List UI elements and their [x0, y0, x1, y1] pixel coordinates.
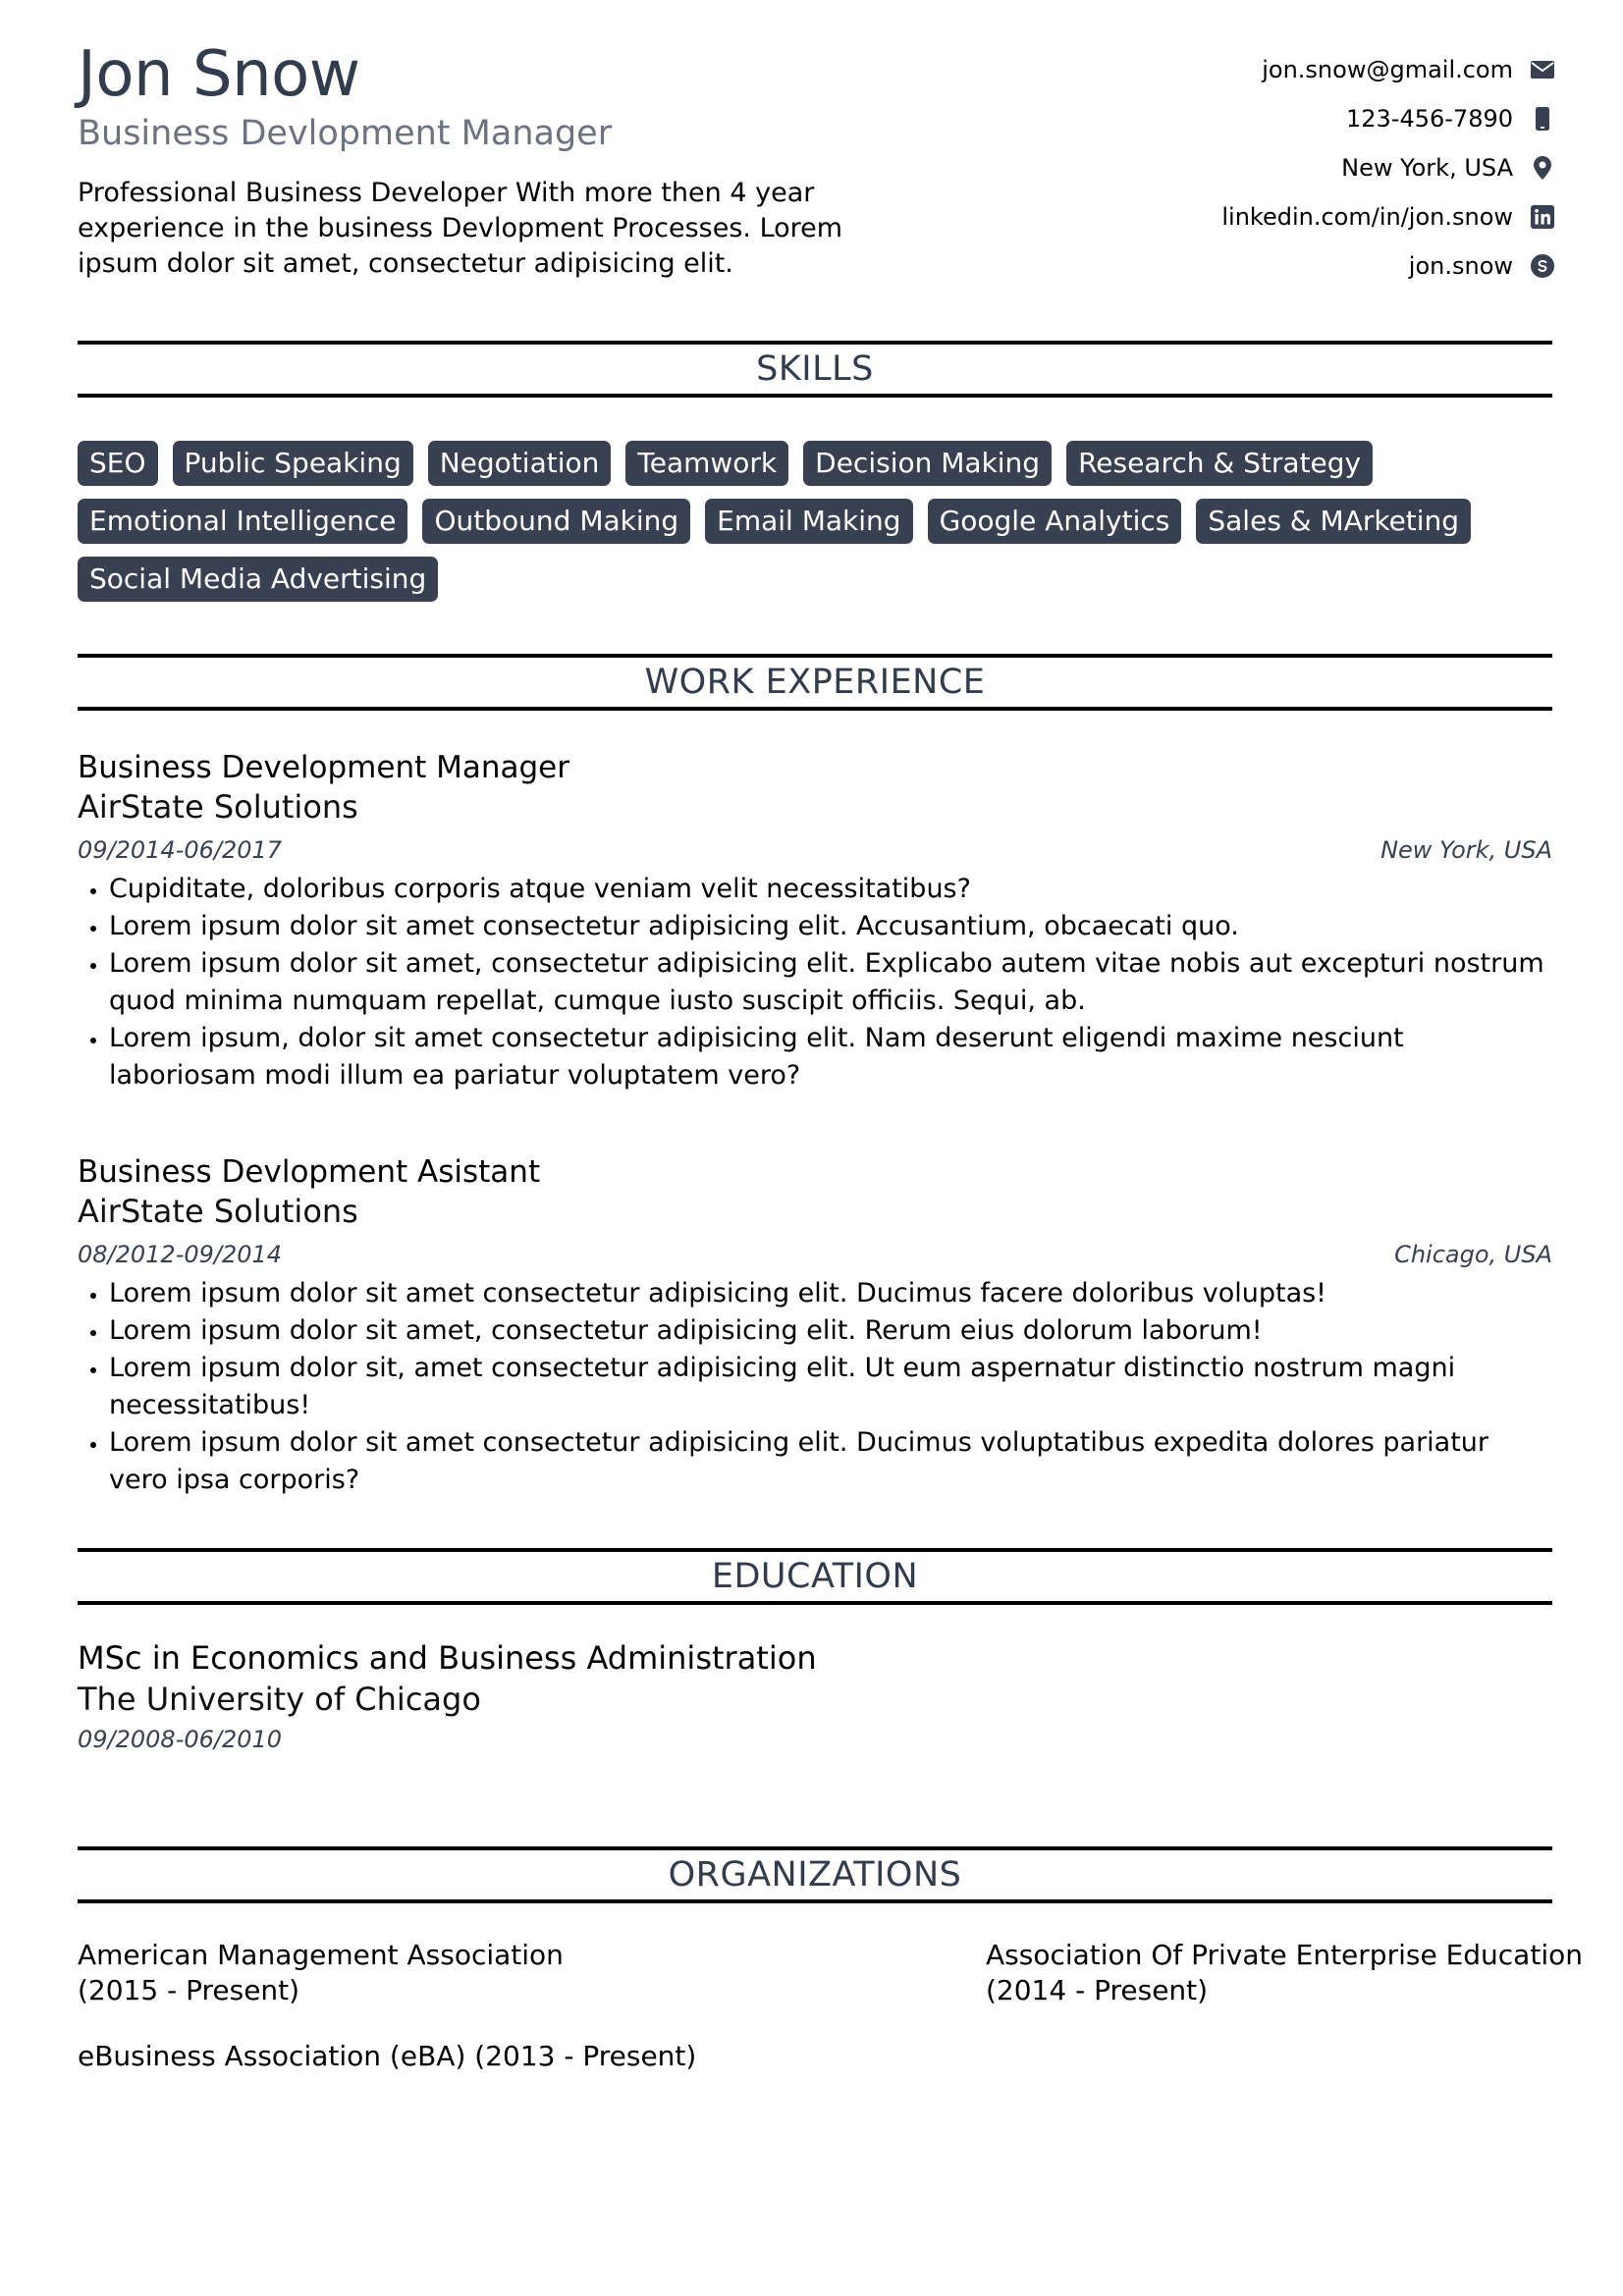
job-bullet: • Lorem ipsum dolor sit, amet consectetur adipisicing elit. Ut eum aspernatur distinctio nostrum magni necessitatibus! [109, 1350, 1552, 1424]
organizations-heading: ORGANIZATIONS [668, 1855, 962, 1895]
contact-email-text[interactable]: jon.snow@gmail.com [1262, 56, 1513, 83]
education-entry [78, 1637, 1552, 1755]
job-bullet-list [78, 871, 1552, 1095]
job-bullet: • Lorem ipsum dolor sit amet consectetur adipisicing elit. Ducimus facere doloribus voluptas! [109, 1275, 1552, 1312]
job-meta [78, 834, 1552, 866]
job-location: Chicago, USA [1394, 1241, 1552, 1268]
envelope-icon [1531, 58, 1554, 81]
contact-linkedin[interactable] [1221, 192, 1554, 241]
skill-tag: Public Speaking [173, 441, 413, 486]
candidate-title: Business Devlopment Manager [78, 114, 613, 153]
degree-title: MSc in Economics and Business Administration [78, 1639, 817, 1677]
organization-entry [78, 1938, 564, 2008]
professional-summary: Professional Business Developer With more then 4 year experience in the business Devlopment Processes. Lorem ipsum dolor sit amet, consectetur adipisicing elit. [78, 178, 843, 279]
skill-tag: Decision Making [803, 441, 1052, 486]
job-bullet-list [78, 1275, 1552, 1499]
organization-entry [986, 1938, 1583, 2008]
linkedin-icon [1531, 205, 1554, 229]
contact-skype-text[interactable]: jon.snow [1408, 252, 1513, 280]
contact-phone[interactable] [1221, 94, 1554, 143]
job-title: Business Devlopment Asistant [78, 1154, 541, 1190]
job-entry [78, 748, 1552, 1095]
job-bullet: • Lorem ipsum, dolor sit amet consectetur adipisicing elit. Nam deserunt eligendi maxime nesciunt laboriosam modi illum ea pariatur voluptatem vero? [109, 1020, 1552, 1095]
work-experience-section-header [78, 654, 1552, 711]
organization-name: eBusiness Association (eBA) (2013 - Present) [78, 2040, 697, 2072]
school-name: The University of Chicago [78, 1681, 481, 1718]
contact-phone-text[interactable]: 123-456-7890 [1345, 105, 1513, 133]
organization-name: American Management Association [78, 1939, 564, 1971]
education-section-header [78, 1548, 1552, 1605]
job-entry [78, 1152, 1552, 1499]
skype-icon [1531, 254, 1554, 278]
skill-tag: Email Making [705, 499, 912, 544]
job-title: Business Development Manager [78, 750, 569, 785]
job-bullet: • Lorem ipsum dolor sit amet, consectetur adipisicing elit. Explicabo autem vitae nobis aut excepturi nostrum quod minima numquam repellat, cumque iusto suscipit officiis. Sequi, ab. [109, 945, 1552, 1020]
skill-tag: Research & Strategy [1066, 441, 1373, 486]
header-identity [78, 35, 922, 282]
candidate-name: Jon Snow [78, 38, 360, 111]
organization-name: Association Of Private Enterprise Education [986, 1939, 1583, 1971]
organization-period: (2015 - Present) [78, 1974, 300, 2006]
contact-location [1221, 143, 1554, 192]
skill-tag: Sales & MArketing [1196, 499, 1471, 544]
skill-tag: Teamwork [625, 441, 788, 486]
job-bullet: • Lorem ipsum dolor sit amet, consectetur adipisicing elit. Rerum eius dolorum laborum! [109, 1312, 1552, 1350]
contact-skype[interactable] [1221, 241, 1554, 291]
organizations-section-header [78, 1846, 1552, 1903]
education-dates: 09/2008-06/2010 [78, 1726, 283, 1753]
skill-tag: Outbound Making [422, 499, 690, 544]
job-company: AirState Solutions [78, 1193, 358, 1230]
skill-tag: Emotional Intelligence [78, 499, 407, 544]
mobile-phone-icon [1531, 107, 1554, 131]
job-bullet: • Cupiditate, doloribus corporis atque veniam velit necessitatibus? [109, 871, 1552, 908]
organization-period: (2014 - Present) [986, 1974, 1209, 2006]
contact-linkedin-text[interactable]: linkedin.com/in/jon.snow [1221, 203, 1513, 231]
organization-entry [78, 2039, 696, 2074]
skill-tag: Social Media Advertising [78, 557, 438, 602]
skill-tag: Google Analytics [928, 499, 1182, 544]
job-meta [78, 1239, 1552, 1270]
contact-list [1221, 45, 1554, 291]
contact-location-text: New York, USA [1341, 154, 1513, 182]
work-experience-heading: WORK EXPERIENCE [644, 663, 986, 702]
skills-heading: SKILLS [756, 349, 874, 389]
job-dates: 09/2014-06/2017 [78, 836, 283, 864]
education-heading: EDUCATION [711, 1557, 919, 1596]
contact-email[interactable] [1221, 45, 1554, 94]
skills-section-header [78, 341, 1552, 398]
job-location: New York, USA [1380, 836, 1552, 864]
job-bullet: • Lorem ipsum dolor sit amet consectetur adipisicing elit. Ducimus voluptatibus expedita dolores pariatur vero ipsa corporis? [109, 1424, 1552, 1499]
job-company: AirState Solutions [78, 788, 358, 826]
skill-tag: SEO [78, 441, 158, 486]
skill-tag: Negotiation [428, 441, 612, 486]
skills-tag-list [78, 441, 1552, 614]
job-bullet: • Lorem ipsum dolor sit amet consectetur adipisicing elit. Accusantium, obcaecati quo. [109, 908, 1552, 945]
map-marker-icon [1531, 156, 1554, 180]
job-dates: 08/2012-09/2014 [78, 1241, 283, 1268]
